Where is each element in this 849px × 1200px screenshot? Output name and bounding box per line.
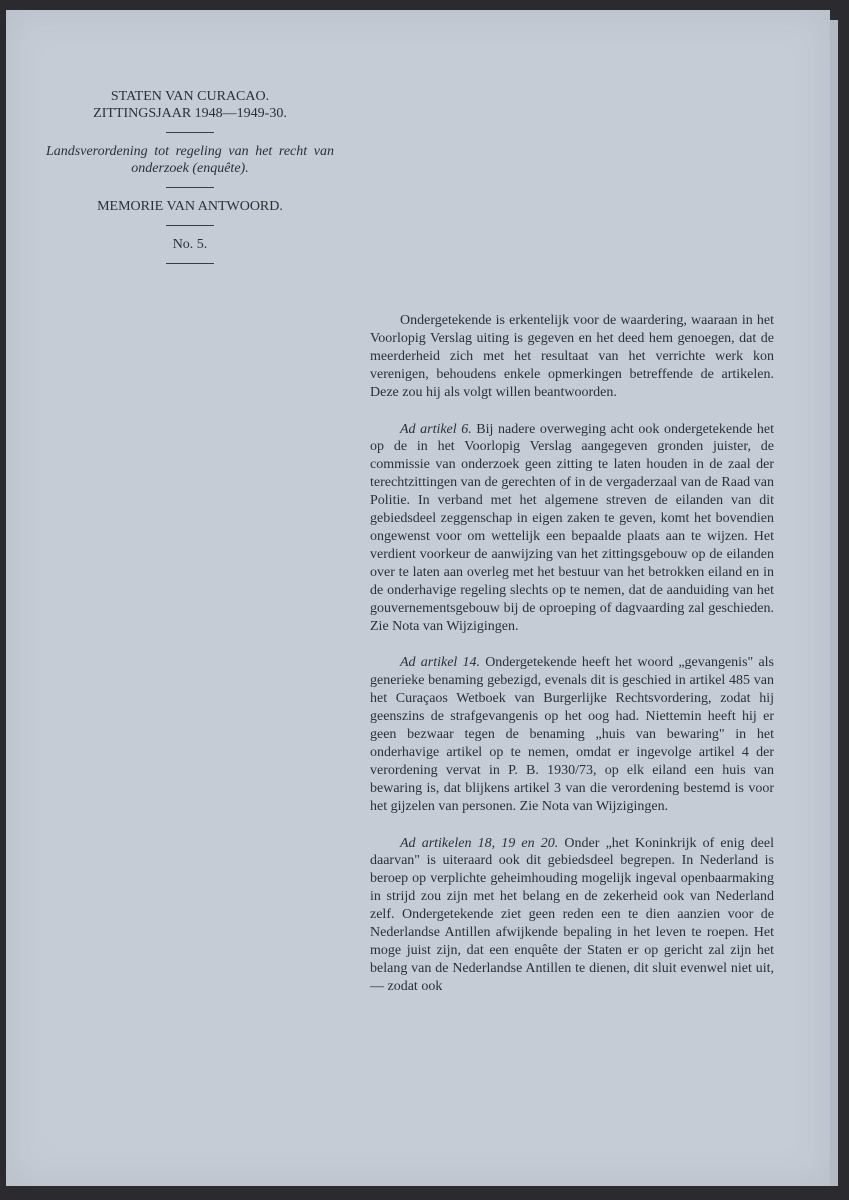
paragraph-text: Onder „het Koninkrijk of enig deel daarvan" is uiteraard ook dit gebiedsdeel begrepen. In Nederland is beroep op verplichte geheimhouding mogelijk ingeval openbaarmaking in strijd zou zijn met het belang en de zekerheid ook van Nederland zelf. Ondergetekende ziet geen reden een te dien aanzien voor de Nederlandse Antillen afwijkende bepaling in het leven te roepen. Het moge juist zijn, dat een enquête der Staten er op gericht zal zijn het belang van de Nederlandse Antillen te dienen, dit sluit evenwel niet uit, — zodat ook: [370, 835, 775, 994]
paragraph-text: Bij nadere overweging acht ook ondergetekende het op de in het Voorlopig Verslag aangegeven gronden juister, de commissie van onderzoek geen zitting te laten houden in de zaal der terechtzittingen van de gerechten of in de vergaderzaal van de Raad van Politie. In verband met het algemene streven de eilanden van dit gebiedsdeel zeggenschap in eigen zaken te geven, komt het bovendien ongewenst voor om wettelijk een bepaalde plaats aan te wijzen. Het verdient voorkeur de aanwijzing van het zittingsgebouw op de eilanden over te laten aan overleg met het bestuur van het betrokken eiland en in de onderhavige regeling slechts op te nemen, dat de aanduiding van het gouvernementsgebouw bij de oproeping of dagvaarding zal geschieden. Zie Nota van Wijzigingen.: [370, 421, 774, 634]
paragraph-articles-18-19-20: [370, 835, 774, 996]
header-rule-3: [166, 225, 214, 226]
paragraph-lead: Ad artikelen 18, 19 en 20.: [400, 835, 559, 851]
paragraph-text: Ondergetekende is erkentelijk voor de waardering, waaraan in het Voorlopig Verslag uiting is gegeven en het deed hem genoegen, dat de meerderheid zich met het resultaat van het verrichte werk kon verenigen, behoudens enkele opmerkingen betreffende de artikelen. Deze zou hij als volgt willen beantwoorden.: [370, 313, 774, 400]
header-number: No. 5.: [172, 237, 208, 252]
header-rule-4: [166, 263, 214, 264]
paragraph-intro: [370, 312, 774, 402]
paragraph-lead: Ad artikel 6.: [400, 421, 472, 437]
header-memo-title: MEMORIE VAN ANTWOORD.: [97, 199, 283, 214]
header-session-year: ZITTINGSJAAR 1948—1949-30.: [93, 106, 287, 121]
paragraph-article-14: [370, 654, 774, 815]
header-assembly: STATEN VAN CURACAO.: [110, 89, 270, 104]
header-ordinance-title: Landsverordening tot regeling van het recht van onderzoek (enquête).: [46, 144, 334, 176]
page-edge: [830, 20, 838, 1186]
header-rule-2: [166, 187, 214, 188]
document-header: [40, 88, 340, 274]
paragraph-article-6: [370, 421, 774, 636]
header-rule-1: [166, 132, 214, 133]
memo-body: [370, 312, 774, 1015]
paragraph-text: Ondergetekende heeft het woord „gevangenis" als generieke benaming gebezigd, evenals dit is geschied in artikel 485 van het Curaçaos Wetboek van Burgerlijke Rechtsvordering, zodat hij geenszins de strafgevangenis op het oog had. Niettemin heeft hij er geen bezwaar tegen de benaming „huis van bewaring" in het onderhavige artikel op te nemen, omdat er ingevolge artikel 4 der verordening vervat in P. B. 1930/73, op elk eiland een huis van bewaring is, dat blijkens artikel 3 van die verordening bestemd is voor het gijzelen van personen. Zie Nota van Wijzigingen.: [370, 655, 774, 814]
paragraph-lead: Ad artikel 14.: [400, 655, 480, 671]
